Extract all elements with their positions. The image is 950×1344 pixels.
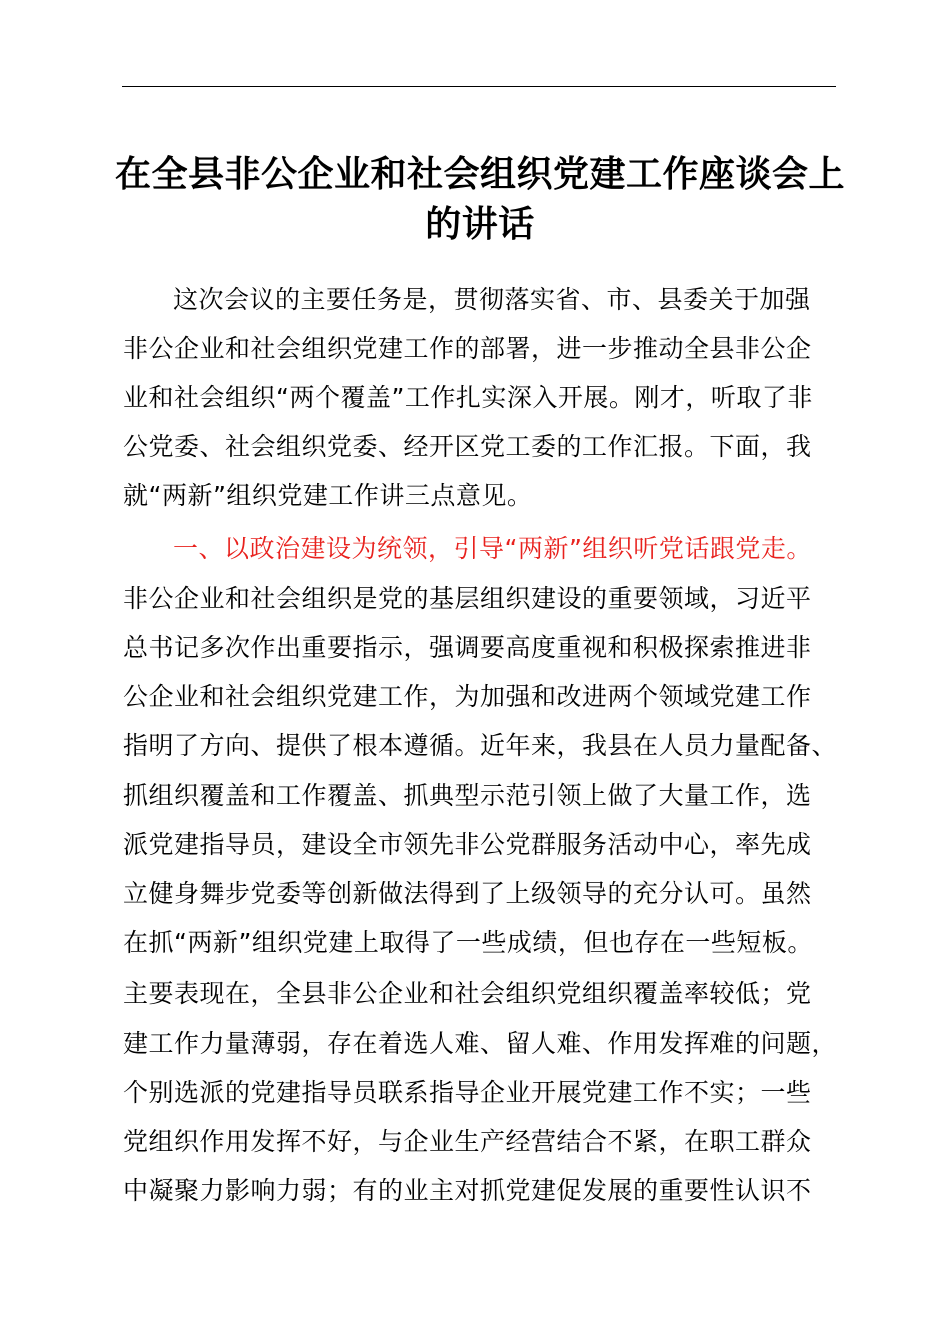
intro-line-2: 非公企业和社会组织党建工作的部署，进一步推动全县非公企 [123, 334, 812, 363]
title-line-1: 在全县非公企业和社会组织党建工作座谈会上 [114, 154, 845, 195]
header-rule [122, 86, 836, 87]
intro-line-1: 这次会议的主要任务是，贯彻落实省、市、县委关于加强 [173, 285, 811, 314]
document-title [100, 150, 860, 250]
intro-line-5: 就“两新”组织党建工作讲三点意见。 [123, 481, 533, 510]
section-1-line-6: 派党建指导员，建设全市领先非公党群服务活动中心，率先成 [123, 830, 812, 859]
intro-line-4: 公党委、社会组织党委、经开区党工委的工作汇报。下面，我 [123, 432, 812, 461]
section-1-line-7: 立健身舞步党委等创新做法得到了上级领导的充分认可。虽然 [123, 879, 812, 908]
section-1-line-13: 中凝聚力影响力弱；有的业主对抓党建促发展的重要性认识不 [123, 1176, 812, 1205]
intro-line-3: 业和社会组织“两个覆盖”工作扎实深入开展。刚才，听取了非 [123, 383, 813, 412]
section-1-line-11: 个别选派的党建指导员联系指导企业开展党建工作不实；一些 [123, 1078, 812, 1107]
section-1-line-3: 公企业和社会组织党建工作，为加强和改进两个领域党建工作 [123, 682, 812, 711]
section-1-line-12: 党组织作用发挥不好，与企业生产经营结合不紧，在职工群众 [123, 1127, 812, 1156]
section-1-line-2: 总书记多次作出重要指示，强调要高度重视和积极探索推进非 [123, 633, 812, 662]
section-1-line-4: 指明了方向、提供了根本遵循。近年来，我县在人员力量配备、 [123, 731, 838, 760]
section-1-heading: 一、以政治建设为统领，引导“两新”组织听党话跟党走。 [173, 534, 812, 563]
title-line-2: 的讲话 [425, 204, 535, 245]
section-1-line-1: 非公企业和社会组织是党的基层组织建设的重要领域，习近平 [123, 584, 812, 613]
section-1-line-9: 主要表现在，全县非公企业和社会组织党组织覆盖率较低；党 [123, 979, 812, 1008]
section-1-line-10: 建工作力量薄弱，存在着选人难、留人难、作用发挥难的问题， [123, 1029, 838, 1058]
section-1-line-8: 在抓“两新”组织党建上取得了一些成绩，但也存在一些短板。 [123, 928, 813, 957]
section-1-line-5: 抓组织覆盖和工作覆盖、抓典型示范引领上做了大量工作，选 [123, 781, 812, 810]
